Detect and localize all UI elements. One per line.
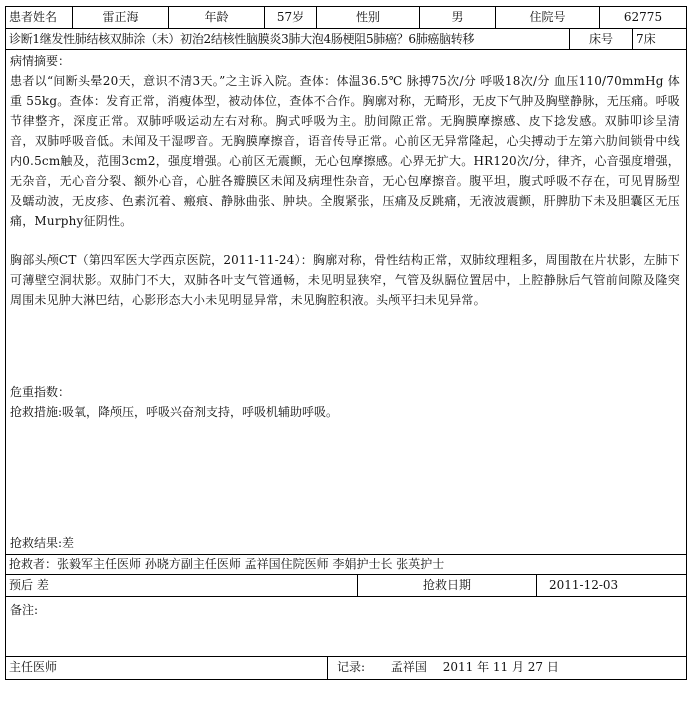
recorder-label: 记录: — [337, 660, 366, 674]
rescue-result: 抢救结果:差 — [10, 536, 75, 550]
rescue-date-value: 2011-12-03 — [549, 578, 619, 592]
gender-value: 男 — [420, 7, 496, 28]
name-label: 患者姓名 — [6, 7, 73, 28]
diagnosis-text: 诊断1继发性肺结核双肺涂（未）初治2结核性脑膜炎3肺大泡4肠梗阻5肺癌？6肺癌脑转移 — [6, 29, 570, 49]
footer-row — [6, 657, 686, 679]
admission-label: 住院号 — [496, 7, 600, 28]
prognosis-row — [6, 575, 686, 597]
prognosis-label: 预后 差 — [6, 575, 358, 596]
director-label: 主任医师 — [6, 657, 328, 679]
admission-value: 62775 — [623, 10, 663, 24]
rescuers-text: 抢救者：张毅军主任医师 孙晓方副主任医师 孟祥国住院医师 李娟护士长 张英护士 — [9, 557, 445, 571]
summary-title: 病情摘要： — [10, 54, 71, 68]
record-info — [328, 657, 686, 679]
recorder-name: 孟祥国 — [390, 660, 427, 674]
bed-label: 床号 — [570, 29, 633, 49]
summary-paragraph-exam: 患者以“间断头晕20天，意识不清3天。”之主诉入院。查体：体温36.5℃ 脉搏75次/分 呼吸18次/分 血压110/70mmHg 体重 55kg。查体：发育正常，消瘦体型，被动体位，查体不合作。胸廓对称，无畸形，无皮下气肿及胸壁静脉，无压痛。呼吸节律整齐，深度正常。双肺呼吸运动左右对称。胸式呼吸为主。肋间隙正常。无胸膜摩擦感、皮下捻发感。双肺叩诊呈清音，双肺呼吸音低。未闻及干湿啰音。无胸膜摩擦音，语音传导正常。心前区无异常隆起，心尖搏动于左第六肋间锁骨中线内0.5cm触及，范围3cm2，强度增强。心前区无震颤，无心包摩擦感。心界无扩大。HR120次/分，律齐，心音强度增强，无杂音，无心音分裂、额外心音，心脏各瓣膜区未闻及病理性杂音，无心包摩擦音。腹平坦，腹式呼吸不存在，可见胃肠型及蠕动波，无皮疹、色素沉着、瘢痕、静脉曲张、肿块。全腹紧张，压痛及反跳痛，无液波震颤，肝脾肋下未及胆囊区无压痛，Murphy征阴性。 — [10, 74, 680, 228]
remarks-row — [6, 597, 686, 657]
rescue-date-label: 抢救日期 — [358, 575, 537, 596]
critical-index-title: 危重指数： — [10, 385, 71, 399]
age-value: 57岁 — [265, 7, 317, 28]
bed-value: 7床 — [636, 32, 656, 46]
age-label: 年龄 — [169, 7, 265, 28]
rescue-measures: 抢救措施:吸氧，降颅压，呼吸兴奋剂支持，呼吸机辅助呼吸。 — [10, 405, 339, 419]
record-date: 2011 年 11 月 27 日 — [442, 660, 559, 674]
rescuers-row — [6, 555, 686, 575]
remarks-label: 备注: — [10, 603, 39, 617]
gender-label: 性别 — [317, 7, 420, 28]
rescue-record-form — [5, 6, 687, 680]
header-row — [6, 7, 686, 29]
summary-paragraph-ct: 胸部头颅CT（第四军医大学西京医院，2011-11-24）：胸廓对称，骨性结构正常，双肺纹理粗多，周围散在片状影，左肺下可薄壁空洞状影。双肺门不大，双肺各叶支气管通畅，未见明显狭窄，气管及纵膈位置居中，上腔静脉后气管前间隙及隆突周围未见肿大淋巴结，心影形态大小未见明显异常，未见胸腔积液。头颅平扫未见异常。 — [10, 253, 680, 307]
diagnosis-row — [6, 29, 686, 50]
summary-block — [6, 50, 686, 555]
name-value: 雷正海 — [73, 7, 169, 28]
